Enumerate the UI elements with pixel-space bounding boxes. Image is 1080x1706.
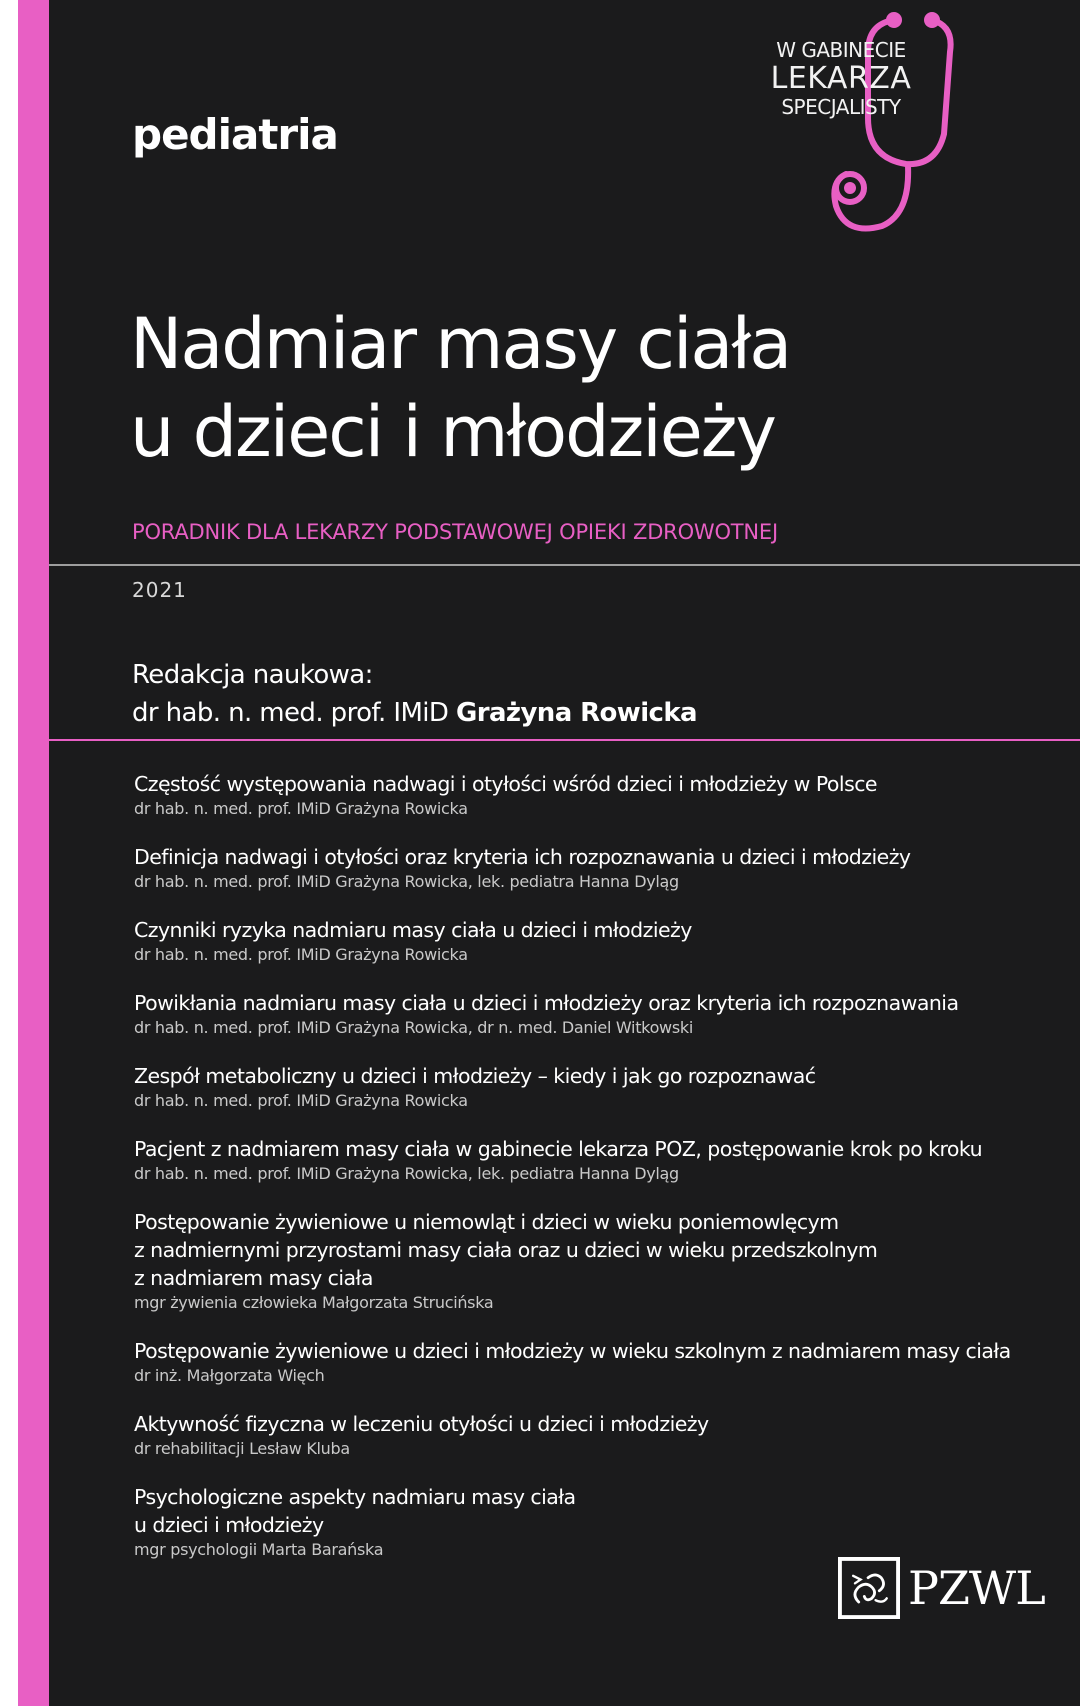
toc-entry-title: Pacjent z nadmiarem masy ciała w gabinecie lekarza POZ, postępowanie krok po kroku xyxy=(134,1137,983,1161)
pzwl-logo-icon xyxy=(838,1557,900,1619)
toc-entry-title: z nadmiarem masy ciała xyxy=(134,1266,373,1290)
toc-entry xyxy=(134,1208,1074,1314)
toc-entry-title: Postępowanie żywieniowe u dzieci i młodzieży w wieku szkolnym z nadmiarem masy ciała xyxy=(134,1339,1011,1363)
editor-title-prefix: dr hab. n. med. prof. IMiD xyxy=(132,698,449,728)
toc-entry-title: Aktywność fizyczna w leczeniu otyłości u dzieci i młodzieży xyxy=(134,1412,709,1436)
publisher-name: PZWL xyxy=(908,1561,1045,1615)
toc-entry-authors: dr hab. n. med. prof. IMiD Grażyna Rowicka xyxy=(134,799,468,818)
series-line-3: SPECJALISTY xyxy=(781,95,901,119)
editor-label: Redakcja naukowa: xyxy=(132,660,373,690)
toc-entry-title: Powikłania nadmiaru masy ciała u dzieci i młodzieży oraz kryteria ich rozpoznawania xyxy=(134,991,959,1015)
series-line-2: LEKARZA xyxy=(770,61,912,96)
toc-entry-authors: dr inż. Małgorzata Więch xyxy=(134,1366,325,1385)
toc-entry-authors: dr hab. n. med. prof. IMiD Grażyna Rowicka, dr n. med. Daniel Witkowski xyxy=(134,1018,693,1037)
toc-entry-authors: dr hab. n. med. prof. IMiD Grażyna Rowicka xyxy=(134,1091,468,1110)
toc-entry-authors: dr hab. n. med. prof. IMiD Grażyna Rowicka xyxy=(134,945,468,964)
series-label xyxy=(736,38,946,119)
toc-entry xyxy=(134,916,1074,966)
book-title-line-2: u dzieci i młodzieży xyxy=(130,391,775,473)
toc-entry xyxy=(134,1135,1074,1185)
publication-year: 2021 xyxy=(132,578,187,602)
pink-spine-strip xyxy=(18,0,49,1706)
toc-entry-title: Psychologiczne aspekty nadmiaru masy ciała xyxy=(134,1485,576,1509)
toc-entry xyxy=(134,1410,1074,1460)
toc-entry-title: u dzieci i młodzieży xyxy=(134,1513,324,1537)
scientific-editor xyxy=(132,656,697,732)
toc-entry xyxy=(134,989,1074,1039)
series-line-1: W GABINECIE xyxy=(776,38,906,62)
toc-entry-title: Definicja nadwagi i otyłości oraz kryteria ich rozpoznawania u dzieci i młodzieży xyxy=(134,845,911,869)
category-label: pediatria xyxy=(132,110,338,159)
toc-entry-authors: dr hab. n. med. prof. IMiD Grażyna Rowicka, lek. pediatra Hanna Dyląg xyxy=(134,1164,679,1183)
publisher-block xyxy=(838,1555,1045,1621)
toc-entry-title: Postępowanie żywieniowe u niemowląt i dzieci w wieku poniemowlęcym xyxy=(134,1210,839,1234)
toc-entry-authors: mgr psychologii Marta Barańska xyxy=(134,1540,384,1559)
editor-name: Grażyna Rowicka xyxy=(456,698,697,728)
pink-divider xyxy=(49,739,1080,741)
toc-entry xyxy=(134,843,1074,893)
book-cover xyxy=(18,0,1080,1706)
toc-entry xyxy=(134,1483,1074,1561)
book-title-line-1: Nadmiar masy ciała xyxy=(130,303,791,385)
editor-line xyxy=(132,694,697,732)
table-of-contents xyxy=(134,770,1074,1584)
book-subtitle: PORADNIK DLA LEKARZY PODSTAWOWEJ OPIEKI ZDROWOTNEJ xyxy=(132,520,778,544)
book-title xyxy=(130,300,790,476)
toc-entry-title: Czynniki ryzyka nadmiaru masy ciała u dzieci i młodzieży xyxy=(134,918,692,942)
toc-entry-authors: dr hab. n. med. prof. IMiD Grażyna Rowicka, lek. pediatra Hanna Dyląg xyxy=(134,872,679,891)
toc-entry xyxy=(134,1062,1074,1112)
toc-entry-authors: dr rehabilitacji Lesław Kluba xyxy=(134,1439,350,1458)
grey-divider xyxy=(49,564,1080,566)
toc-entry-title: Częstość występowania nadwagi i otyłości wśród dzieci i młodzieży w Polsce xyxy=(134,772,877,796)
toc-entry-title: z nadmiernymi przyrostami masy ciała oraz u dzieci w wieku przedszkolnym xyxy=(134,1238,878,1262)
toc-entry-authors: mgr żywienia człowieka Małgorzata Strucińska xyxy=(134,1293,494,1312)
toc-entry-title: Zespół metaboliczny u dzieci i młodzieży – kiedy i jak go rozpoznawać xyxy=(134,1064,816,1088)
toc-entry xyxy=(134,770,1074,820)
toc-entry xyxy=(134,1337,1074,1387)
